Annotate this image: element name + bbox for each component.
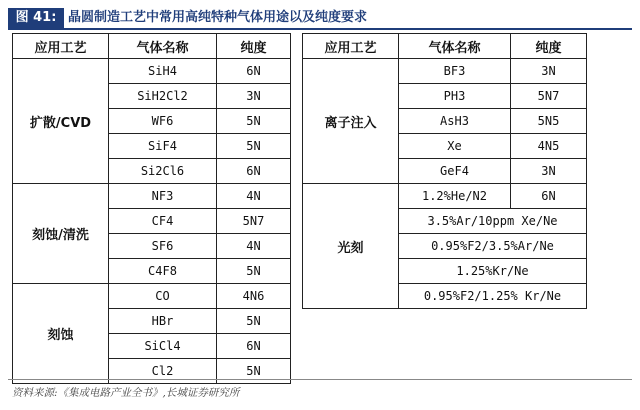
header-purity: 纯度 [511,34,587,59]
purity-cell: 3N [511,59,587,84]
table-header-row [303,34,587,59]
purity-cell: 4N [217,234,291,259]
gas-cell: Si2Cl6 [109,159,217,184]
purity-cell: 6N [217,334,291,359]
purity-cell: 5N [217,109,291,134]
purity-cell: 6N [217,59,291,84]
gas-cell: HBr [109,309,217,334]
gas-cell: SF6 [109,234,217,259]
gas-cell: BF3 [399,59,511,84]
source-divider [8,379,632,380]
gas-cell: 0.95%F2/3.5%Ar/Ne [399,234,587,259]
purity-cell: 5N5 [511,109,587,134]
gas-cell: 1.2%He/N2 [399,184,511,209]
gas-cell: NF3 [109,184,217,209]
source-note: 资料来源:《集成电路产业全书》,长城证券研究所 [12,387,240,399]
gas-cell: AsH3 [399,109,511,134]
table-row [13,184,291,209]
figure-number: 图 41: [8,8,64,28]
process-cell: 刻蚀 [13,284,109,384]
purity-cell: 6N [511,184,587,209]
purity-cell: 4N5 [511,134,587,159]
gas-cell: GeF4 [399,159,511,184]
gas-cell: SiH2Cl2 [109,84,217,109]
gas-cell: SiH4 [109,59,217,84]
header-gas: 气体名称 [399,34,511,59]
gas-cell: CO [109,284,217,309]
process-cell: 刻蚀/清洗 [13,184,109,284]
gas-cell: SiCl4 [109,334,217,359]
right-gas-table [302,33,587,309]
header-gas: 气体名称 [109,34,217,59]
purity-cell: 3N [511,159,587,184]
figure-title-bar [8,8,632,30]
gas-cell: C4F8 [109,259,217,284]
table-row [13,284,291,309]
header-process: 应用工艺 [303,34,399,59]
gas-cell: 3.5%Ar/10ppm Xe/Ne [399,209,587,234]
gas-cell: SiF4 [109,134,217,159]
purity-cell: 5N7 [511,84,587,109]
purity-cell: 5N [217,134,291,159]
figure-title: 晶圆制造工艺中常用高纯特种气体用途以及纯度要求 [68,10,368,25]
process-cell: 离子注入 [303,59,399,184]
header-process: 应用工艺 [13,34,109,59]
gas-cell: Cl2 [109,359,217,384]
purity-cell: 5N7 [217,209,291,234]
purity-cell: 5N [217,259,291,284]
purity-cell: 6N [217,159,291,184]
process-cell: 光刻 [303,184,399,309]
gas-cell: 1.25%Kr/Ne [399,259,587,284]
gas-cell: 0.95%F2/1.25% Kr/Ne [399,284,587,309]
header-purity: 纯度 [217,34,291,59]
table-header-row [13,34,291,59]
table-row [303,184,587,209]
purity-cell: 4N6 [217,284,291,309]
gas-cell: PH3 [399,84,511,109]
purity-cell: 3N [217,84,291,109]
process-cell: 扩散/CVD [13,59,109,184]
left-gas-table [12,33,291,384]
table-row [303,59,587,84]
table-row [13,59,291,84]
purity-cell: 5N [217,309,291,334]
purity-cell: 5N [217,359,291,384]
gas-cell: CF4 [109,209,217,234]
gas-cell: Xe [399,134,511,159]
purity-cell: 4N [217,184,291,209]
gas-cell: WF6 [109,109,217,134]
